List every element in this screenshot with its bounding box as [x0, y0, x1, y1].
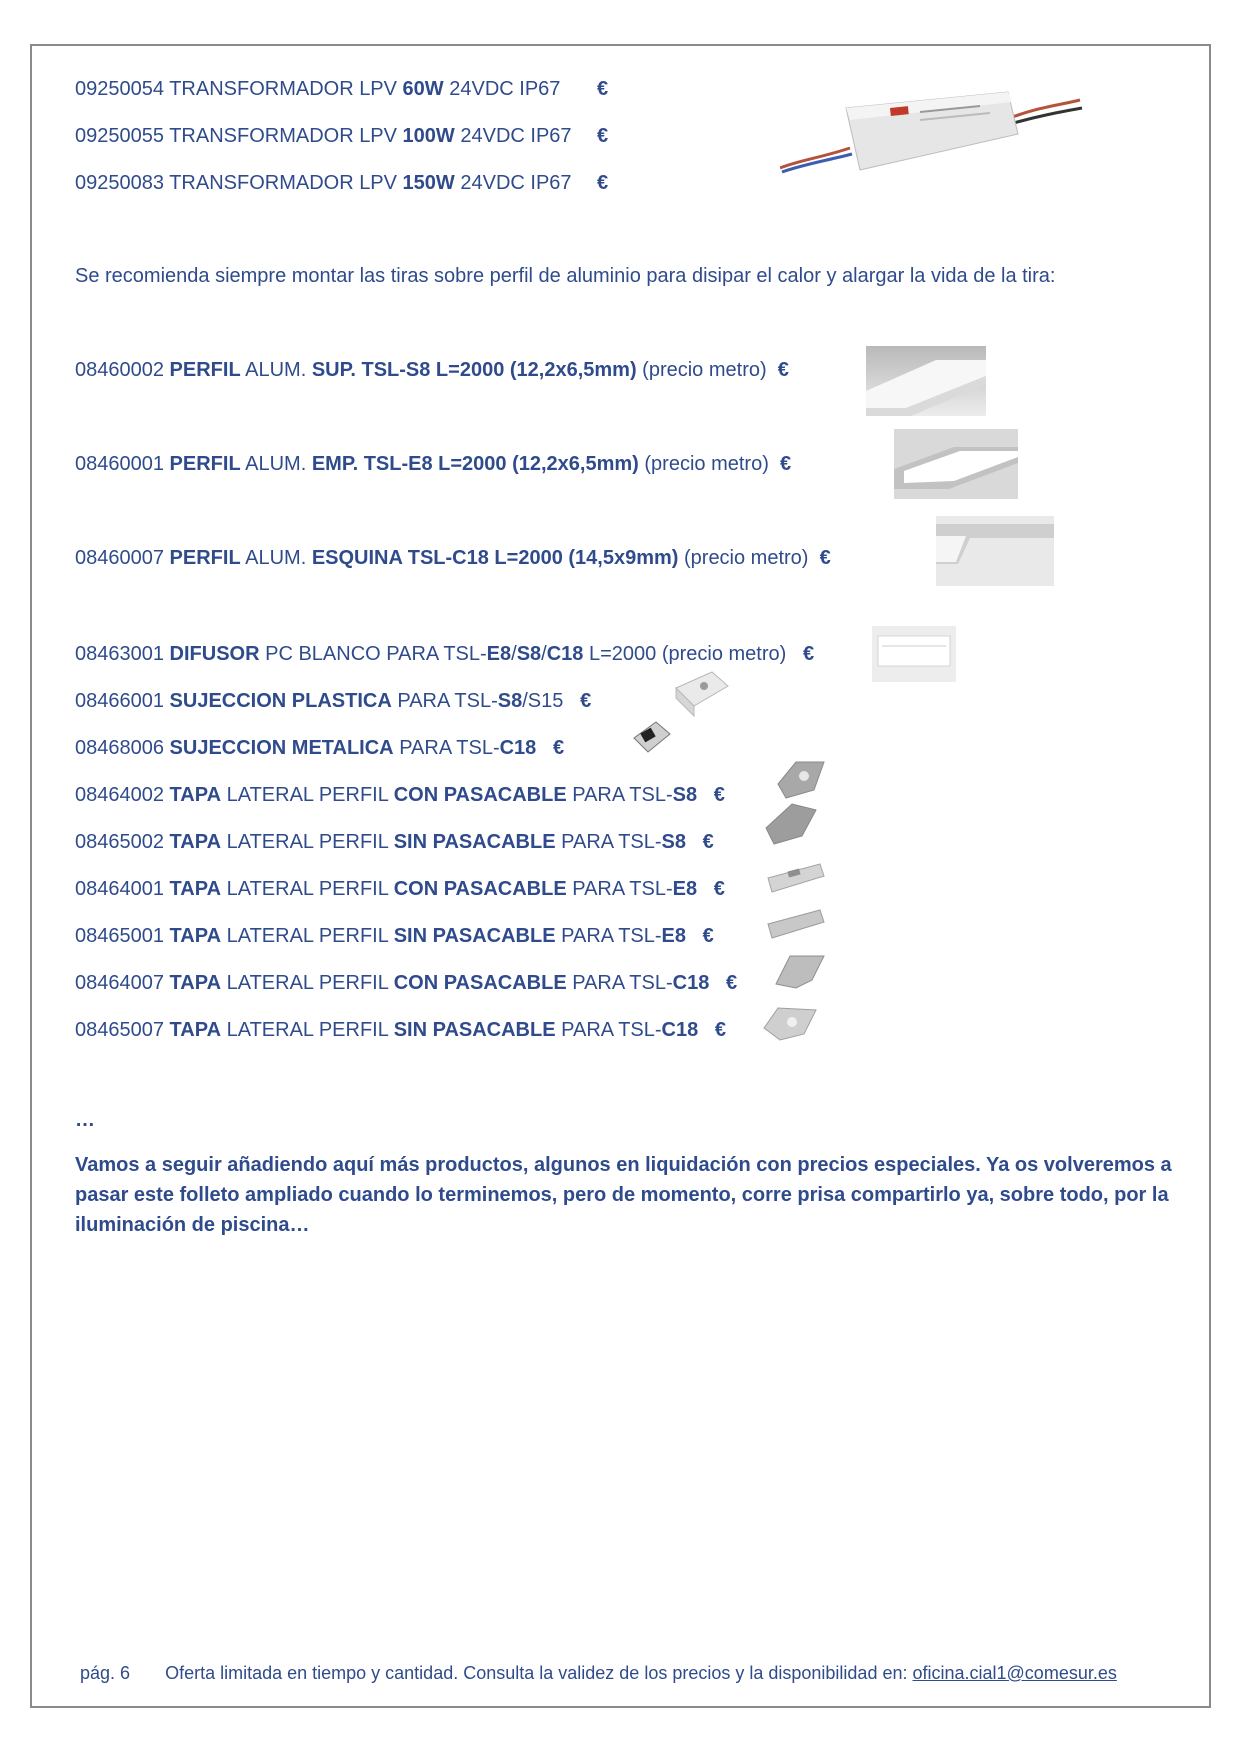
- accessory-row: 08465002 TAPA LATERAL PERFIL SIN PASACABLE PARA TSL-S8 €: [75, 831, 714, 853]
- profile-image: [936, 516, 1054, 586]
- price-euro: €: [552, 737, 565, 759]
- price-euro: €: [597, 78, 609, 100]
- price-euro: €: [713, 784, 725, 806]
- profile-image: [894, 429, 1018, 499]
- price-euro: €: [580, 690, 592, 712]
- price-euro: €: [726, 972, 738, 994]
- transformer-image: [780, 78, 1086, 182]
- end-cap-image: [764, 904, 828, 948]
- closing-paragraph: Vamos a seguir añadiendo aquí más productos, algunos en liquidación con precios especiales. Ya os volveremos a pasar este folleto ampliado cuando lo terminemos, pero de momento, corre prisa compartirlo ya, sobre todo, por la iluminación de piscina…: [75, 1154, 1172, 1236]
- metal-clip-image: [630, 716, 678, 760]
- footer-text: Oferta limitada en tiempo y cantidad. Consulta la validez de los precios y la disponibilidad en:: [165, 1663, 913, 1683]
- profile-image: [866, 346, 986, 416]
- price-euro: €: [597, 125, 609, 147]
- price-euro: €: [777, 359, 789, 381]
- email-link[interactable]: oficina.cial1@comesur.es: [912, 1663, 1117, 1683]
- plastic-clip-image: [672, 668, 732, 720]
- ellipsis: …: [75, 1109, 95, 1131]
- accessory-row: 08463001 DIFUSOR PC BLANCO PARA TSL-E8/S8/C18 L=2000 (precio metro) €: [75, 643, 815, 665]
- price-euro: €: [714, 1019, 727, 1041]
- accessory-row: 08466001 SUJECCION PLASTICA PARA TSL-S8/S15 €: [75, 690, 592, 712]
- price-euro: €: [819, 547, 831, 569]
- accessory-row: 08464007 TAPA LATERAL PERFIL CON PASACABLE PARA TSL-C18 €: [75, 972, 738, 994]
- accessory-row: 08464001 TAPA LATERAL PERFIL CON PASACABLE PARA TSL-E8 €: [75, 878, 725, 900]
- price-euro: €: [802, 643, 815, 665]
- accessory-row: 08465001 TAPA LATERAL PERFIL SIN PASACABLE PARA TSL-E8 €: [75, 925, 714, 947]
- transformer-row: 09250083 TRANSFORMADOR LPV 150W 24VDC IP67 €: [75, 172, 609, 194]
- footer: [80, 1663, 1117, 1684]
- end-cap-image: [762, 800, 822, 850]
- accessory-row: 08464002 TAPA LATERAL PERFIL CON PASACABLE PARA TSL-S8 €: [75, 784, 725, 806]
- page-number: pág. 6: [80, 1663, 131, 1683]
- end-cap-image: [772, 950, 830, 994]
- end-cap-image: [774, 756, 828, 804]
- profile-row: 08460007 PERFIL ALUM. ESQUINA TSL-C18 L=2000 (14,5x9mm) (precio metro) €: [75, 547, 831, 569]
- price-euro: €: [702, 925, 714, 947]
- accessory-row: 08468006 SUJECCION METALICA PARA TSL-C18 €: [75, 737, 565, 759]
- end-cap-image: [760, 998, 822, 1046]
- recommendation-text: Se recomienda siempre montar las tiras sobre perfil de aluminio para disipar el calor y alargar la vida de la tira:: [75, 265, 1056, 287]
- profile-row: 08460002 PERFIL ALUM. SUP. TSL-S8 L=2000 (12,2x6,5mm) (precio metro) €: [75, 359, 789, 381]
- accessory-row: 08465007 TAPA LATERAL PERFIL SIN PASACABLE PARA TSL-C18 €: [75, 1019, 727, 1041]
- profile-row: 08460001 PERFIL ALUM. EMP. TSL-E8 L=2000 (12,2x6,5mm) (precio metro) €: [75, 453, 792, 475]
- price-euro: €: [779, 453, 792, 475]
- price-euro: €: [713, 878, 725, 900]
- price-euro: €: [597, 172, 609, 194]
- diffuser-image: [872, 626, 956, 682]
- end-cap-image: [764, 858, 828, 902]
- transformer-row: 09250055 TRANSFORMADOR LPV 100W 24VDC IP67 €: [75, 125, 609, 147]
- transformer-row: 09250054 TRANSFORMADOR LPV 60W 24VDC IP67 €: [75, 78, 609, 100]
- price-euro: €: [702, 831, 714, 853]
